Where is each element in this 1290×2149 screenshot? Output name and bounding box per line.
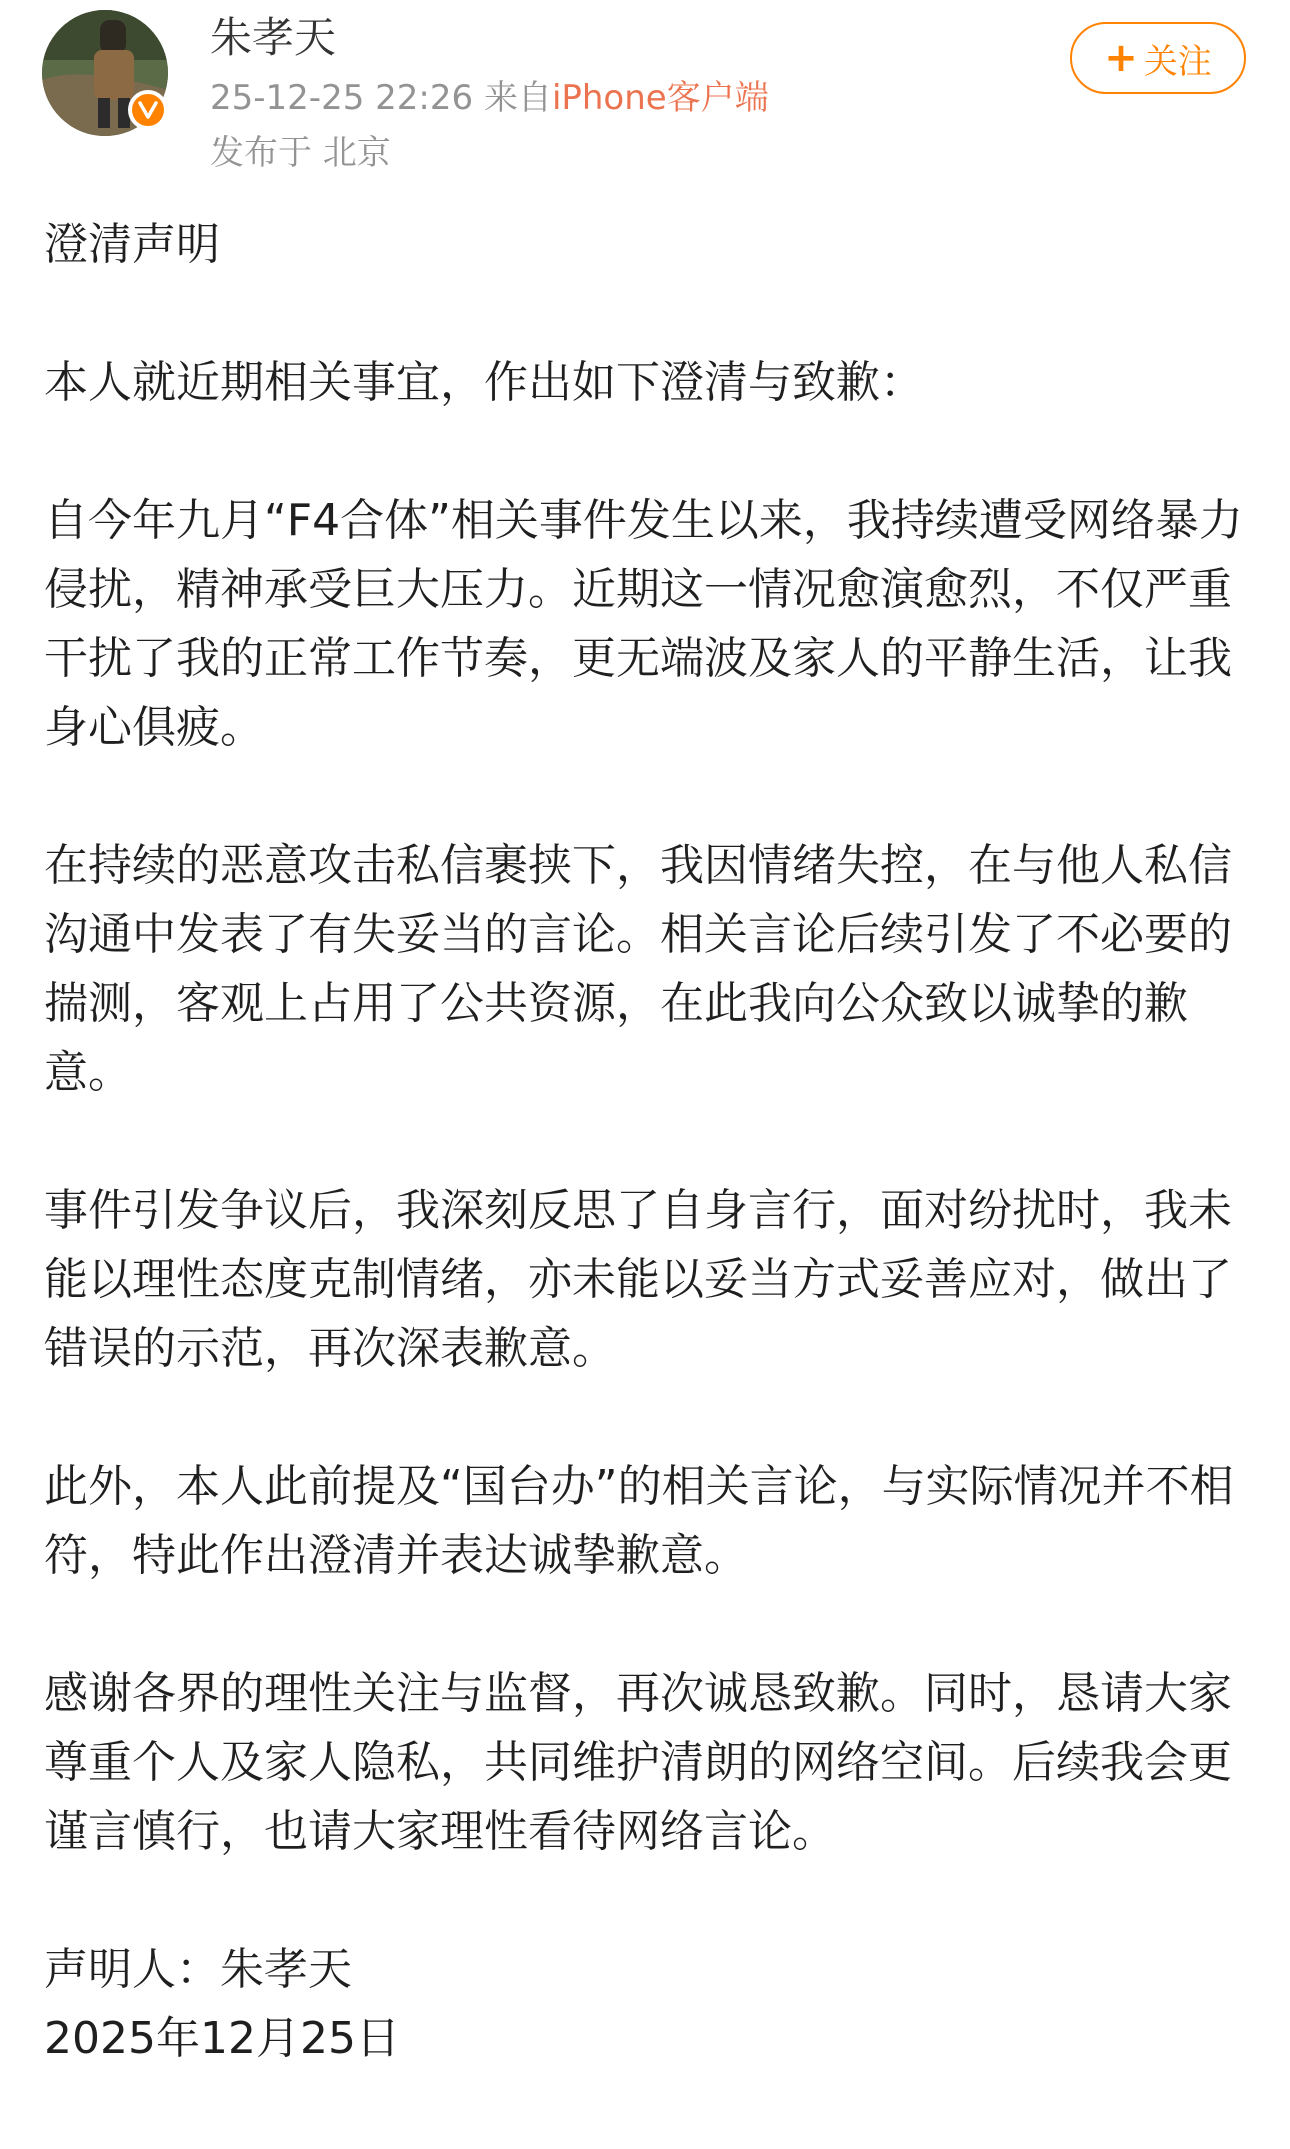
post-paragraph: 在持续的恶意攻击私信裹挟下，我因情绪失控，在与他人私信沟通中发表了有失妥当的言论。相关言论后续引发了不必要的揣测，客观上占用了公共资源，在此我向公众致以诚挚的歉意。 [44,840,1232,1098]
post-location: 发布于 北京 [210,133,391,173]
post-source[interactable]: iPhone客户端 [551,78,769,118]
verified-badge-icon [128,90,168,130]
post-paragraph: 本人就近期相关事宜，作出如下澄清与致歉： [44,357,924,408]
statement-date: 2025年12月25日 [44,2013,400,2064]
post-timestamp: 25-12-25 22:26 [210,78,474,118]
post-meta [210,75,769,121]
post-paragraph: 此外，本人此前提及“国台办”的相关言论，与实际情况并不相符，特此作出澄清并表达诚挚歉意。 [44,1461,1234,1581]
post-paragraph: 事件引发争议后，我深刻反思了自身言行，面对纷扰时，我未能以理性态度克制情绪，亦未能以妥当方式妥善应对，做出了错误的示范，再次深表歉意。 [44,1185,1232,1374]
source-prefix: 来自 [483,78,552,118]
post-title: 澄清声明 [44,219,220,270]
post-paragraph: 自今年九月“F4合体”相关事件发生以来，我持续遭受网络暴力侵扰，精神承受巨大压力。近期这一情况愈演愈烈，不仅严重干扰了我的正常工作节奏，更无端波及家人的平静生活，让我身心俱疲。 [44,495,1243,753]
follow-button-label: 关注 [1143,41,1212,82]
signature: 声明人：朱孝天 [44,1944,352,1995]
username[interactable]: 朱孝天 [210,13,337,62]
post-paragraph: 感谢各界的理性关注与监督，再次诚恳致歉。同时，恳请大家尊重个人及家人隐私，共同维护清朗的网络空间。后续我会更谨言慎行，也请大家理性看待网络言论。 [44,1668,1232,1857]
plus-icon: + [1104,35,1138,81]
post-header [0,0,1290,180]
follow-button[interactable] [1070,22,1246,94]
post-body [44,210,1249,2073]
